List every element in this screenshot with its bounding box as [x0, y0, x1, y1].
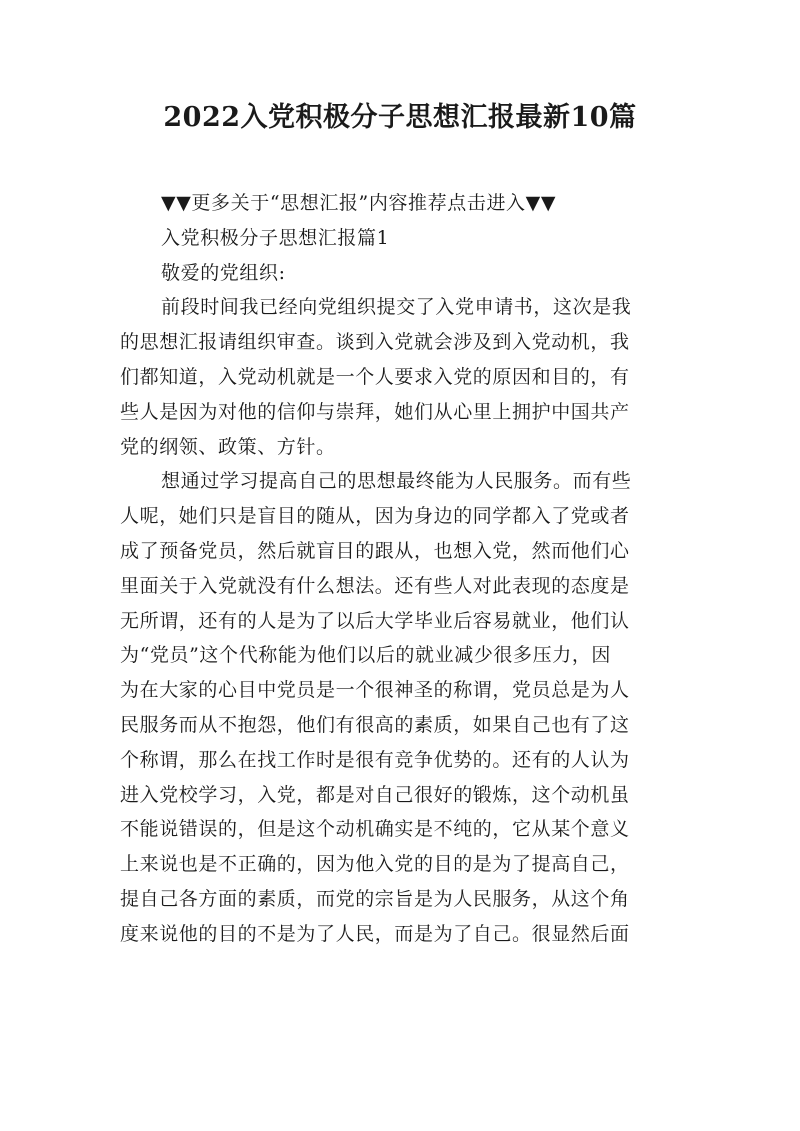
paragraph-line: 度来说他的目的不是为了人民，而是为了自己。很显然后面: [120, 922, 630, 945]
paragraph-line: 为在大家的心目中党员是一个很神圣的称谓，党员总是为人: [120, 679, 630, 702]
paragraph-line: 为“党员”这个代称能为他们以后的就业减少很多压力，因: [120, 644, 612, 667]
paragraph-line: 前段时间我已经向党组织提交了入党申请书，这次是我: [161, 296, 632, 319]
paragraph-line: 上来说也是不正确的，因为他入党的目的是为了提高自己，: [120, 853, 630, 876]
paragraph-line: 想通过学习提高自己的思想最终能为人民服务。而有些: [161, 470, 632, 493]
paragraph-line: 提自己各方面的素质，而党的宗旨是为人民服务，从这个角: [120, 887, 630, 910]
section-heading: 入党积极分子思想汇报篇1: [161, 226, 390, 249]
paragraph-line: 的思想汇报请组织审查。谈到入党就会涉及到入党动机，我: [120, 331, 630, 354]
paragraph-line: 进入党校学习，入党，都是对自己很好的锻炼，这个动机虽: [120, 783, 630, 806]
paragraph-line: 无所谓，还有的人是为了以后大学毕业后容易就业，他们认: [120, 609, 630, 632]
paragraph-line: 党的纲领、政策、方针。: [120, 435, 336, 458]
paragraph-line: 们都知道，入党动机就是一个人要求入党的原因和目的，有: [120, 365, 630, 388]
recommend-link[interactable]: ▼▼更多关于“思想汇报”内容推荐点击进入▼▼: [161, 192, 557, 214]
document-title: 2022入党积极分子思想汇报最新10篇: [163, 102, 637, 133]
paragraph-line: 人呢，她们只是盲目的随从，因为身边的同学都入了党或者: [120, 505, 630, 528]
paragraph-line: 民服务而从不抱怨，他们有很高的素质，如果自己也有了这: [120, 713, 630, 736]
document-body: [120, 186, 680, 952]
paragraph-line: 些人是因为对他的信仰与崇拜，她们从心里上拥护中国共产: [120, 400, 630, 423]
paragraph-line: 个称谓，那么在找工作时是很有竞争优势的。还有的人认为: [120, 748, 630, 771]
paragraph-1: [120, 290, 680, 464]
paragraph-line: 里面关于入党就没有什么想法。还有些人对此表现的态度是: [120, 574, 630, 597]
paragraph-line: 不能说错误的，但是这个动机确实是不纯的，它从某个意义: [120, 818, 630, 841]
paragraph-line: 成了预备党员，然后就盲目的跟从，也想入党，然而他们心: [120, 539, 630, 562]
salutation: 敬爱的党组织:: [161, 261, 286, 284]
paragraph-2: [120, 464, 680, 951]
